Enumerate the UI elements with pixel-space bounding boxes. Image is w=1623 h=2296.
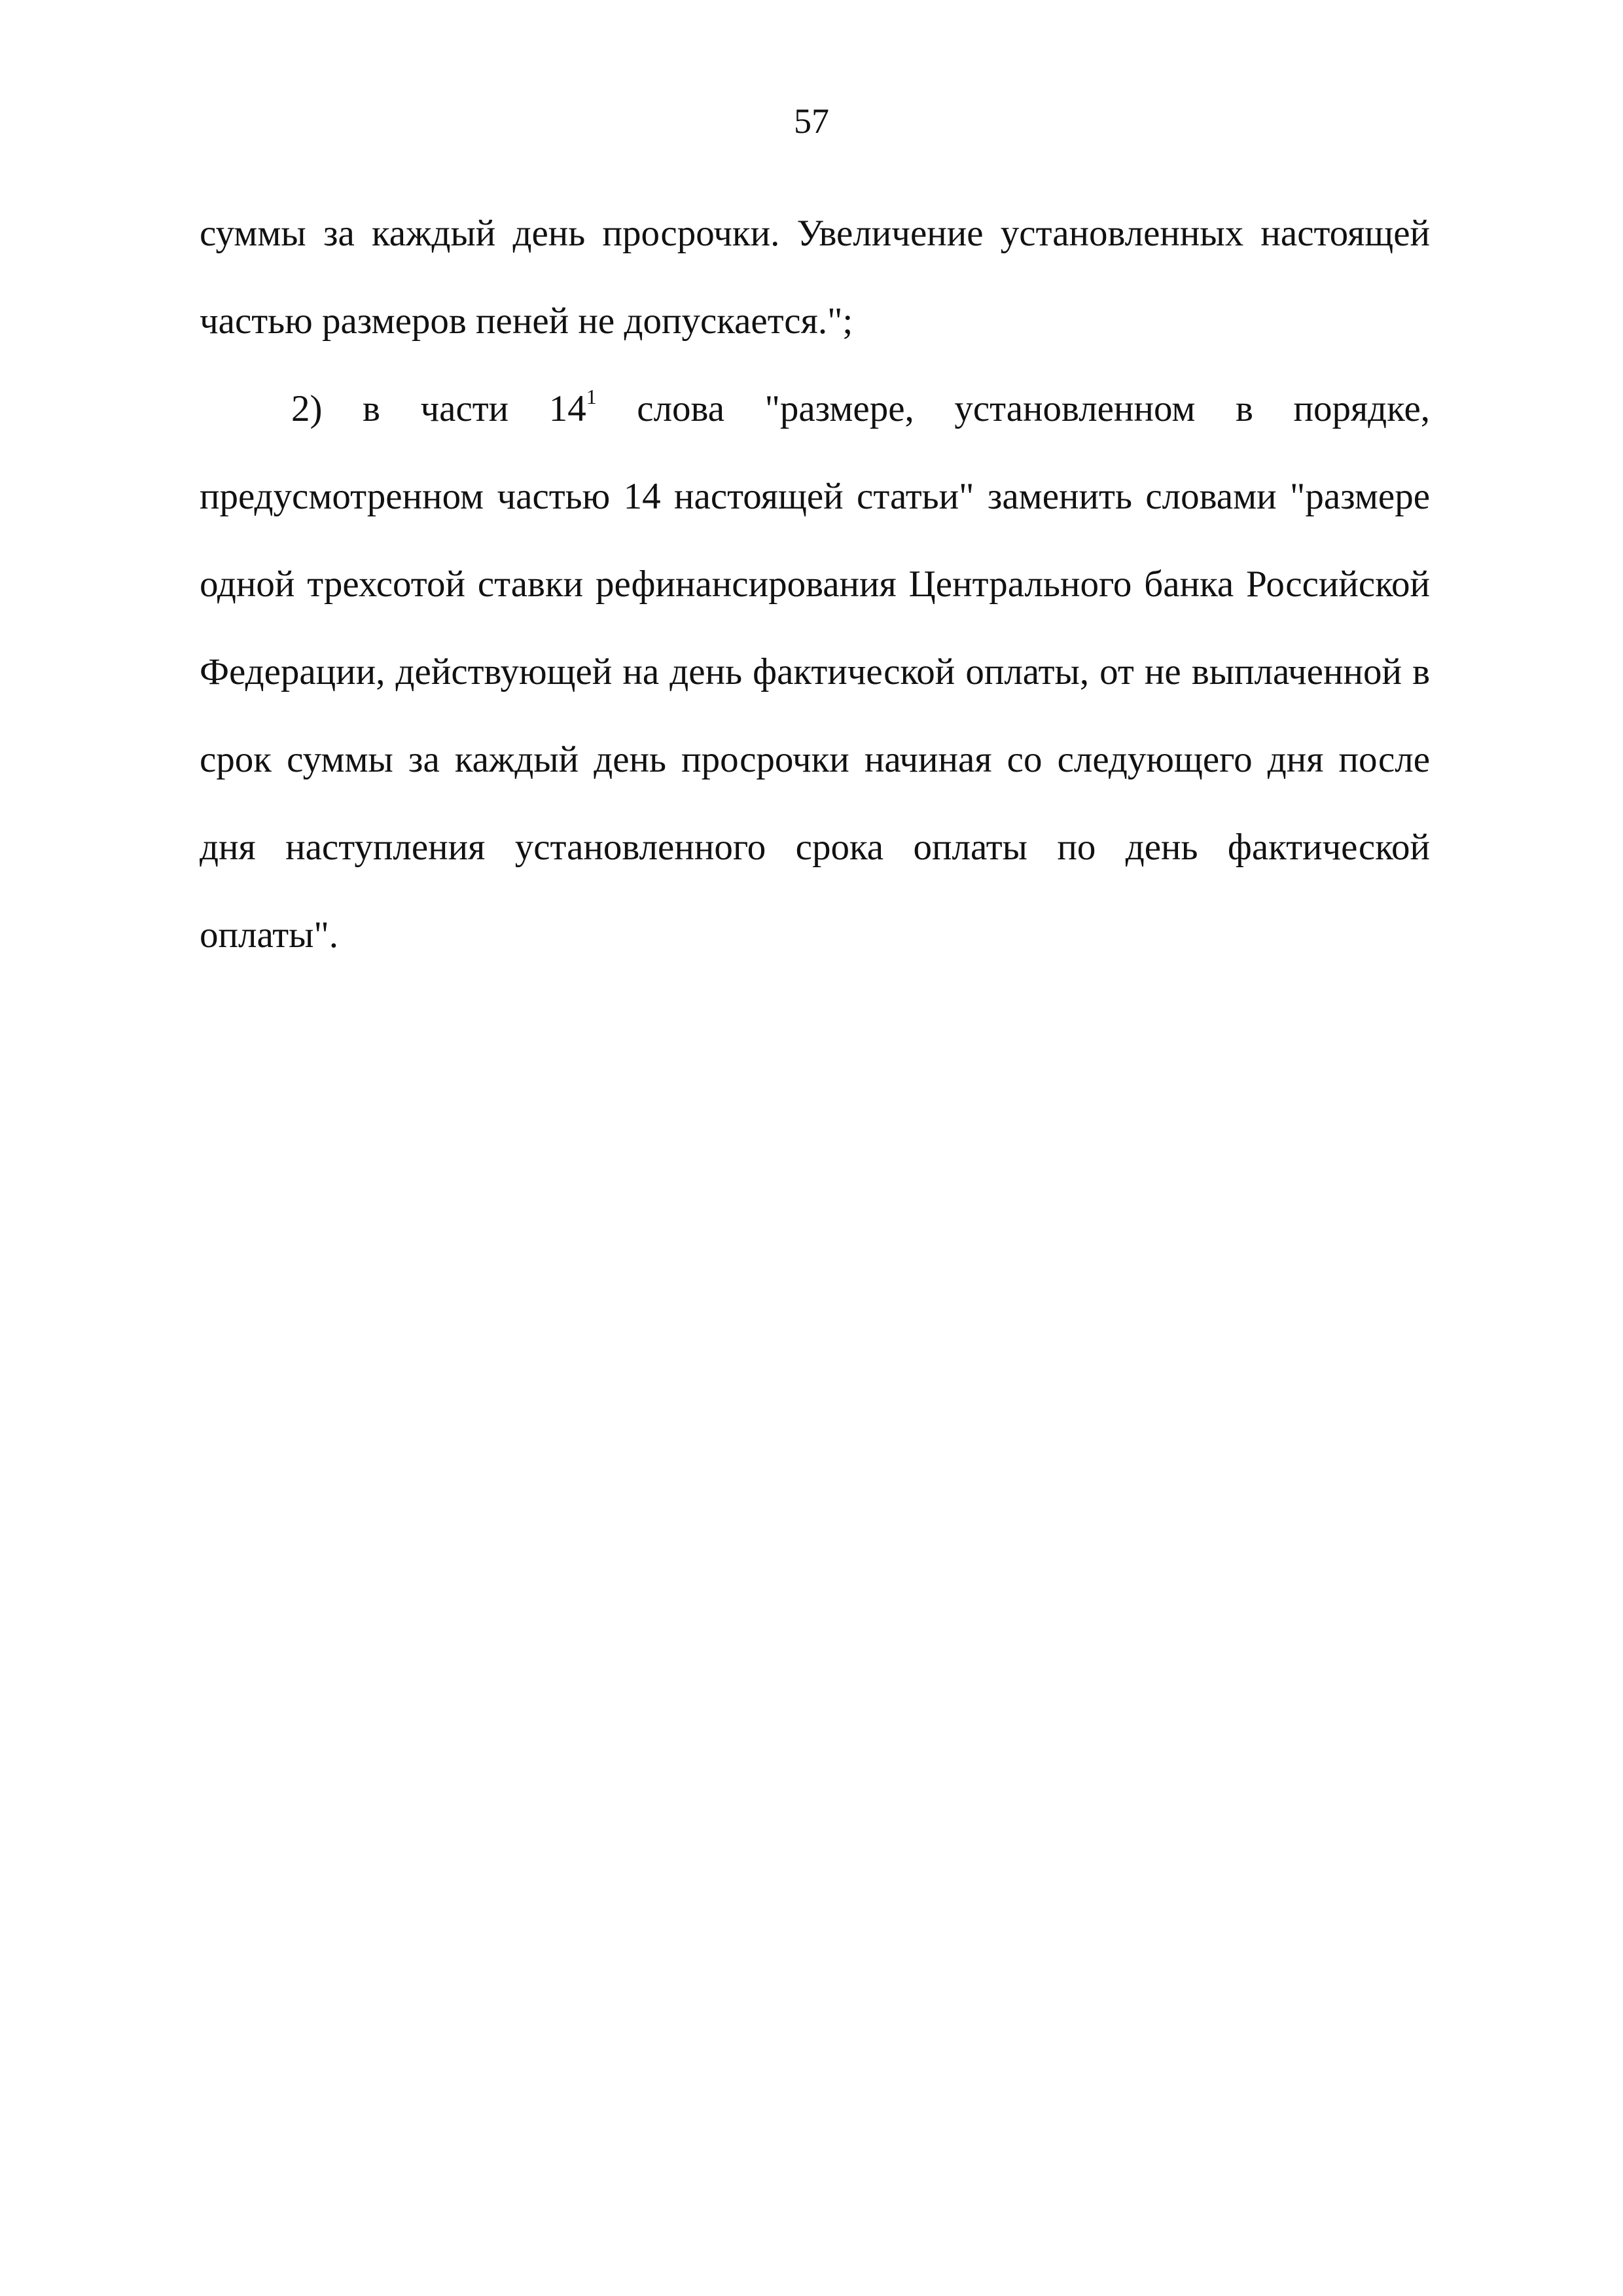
paragraph-continuation: суммы за каждый день просрочки. Увеличение установленных настоящей частью размеров пеней не допускается."; — [200, 213, 1430, 342]
amendment-text-rest: слова "размере, установленном в порядке, предусмотренном частью 14 настоящей статьи" заменить словами "размере одной трехсотой ставки рефинансирования Центрального банка Российской Федерации, действующей на день фактической оплаты, от не выплаченной в срок суммы за каждый день просрочки начиная со следующего дня после дня наступления установленного срока оплаты по день фактической оплаты". — [200, 388, 1430, 956]
page-number: 57 — [794, 101, 829, 141]
paragraph-amendment-2 — [200, 365, 1430, 979]
amendment-text-start: 2) в части 14 — [291, 388, 586, 429]
superscript-index: 1 — [586, 385, 597, 408]
document-body — [200, 190, 1430, 979]
